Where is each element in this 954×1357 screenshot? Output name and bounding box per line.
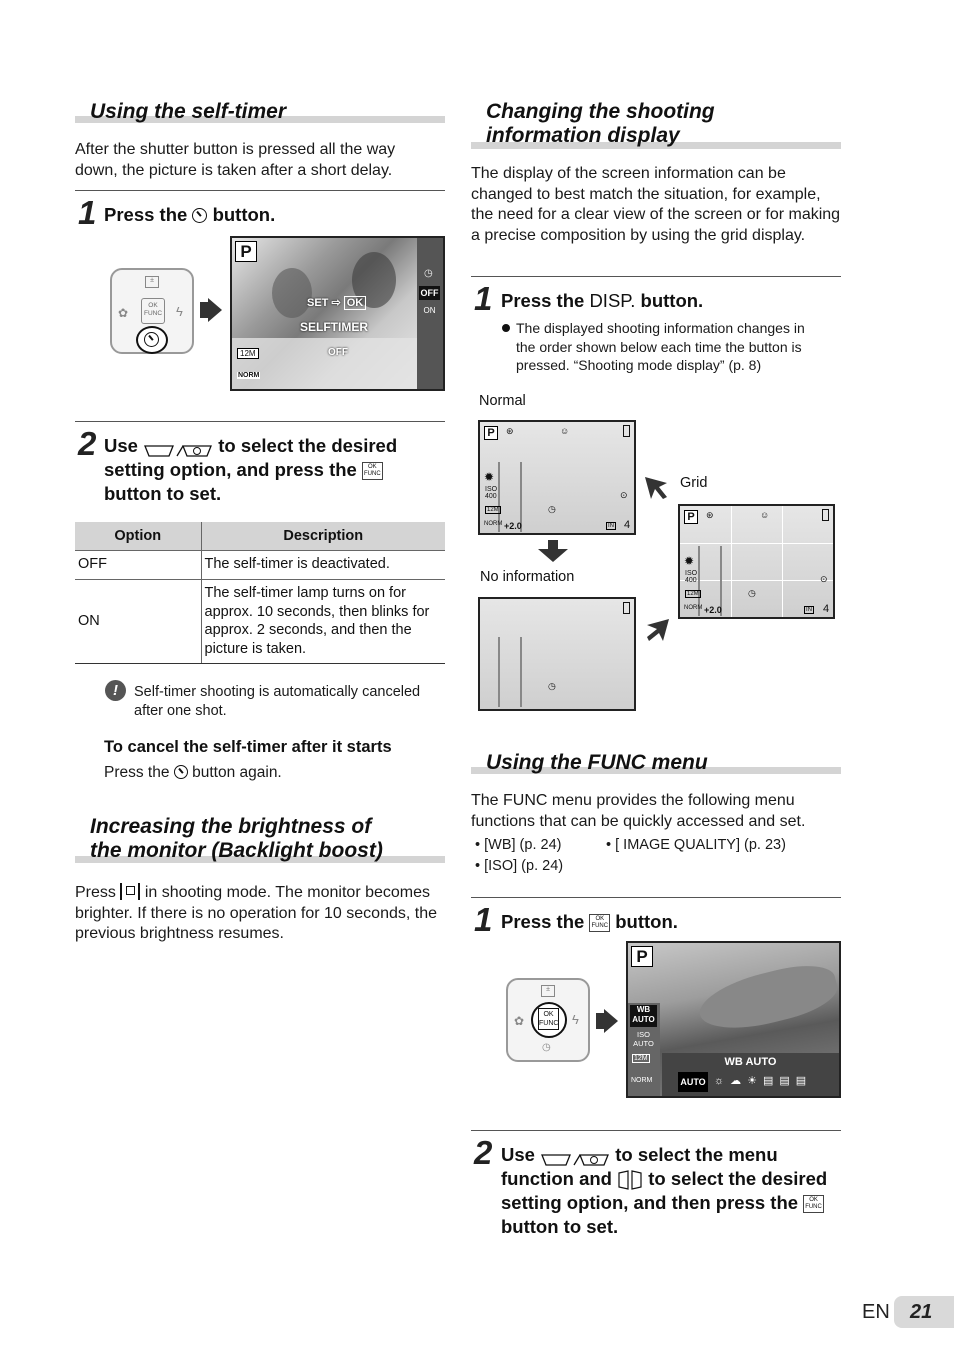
metering-icon: ⊙ [620, 490, 628, 500]
grid-line [680, 543, 833, 544]
self-timer-icon: ◷ [424, 268, 433, 279]
normal-display-screen [478, 420, 636, 535]
self-timer-intro: After the shutter button is pressed all the way down, the picture is taken after a short delay. [75, 141, 396, 179]
image-size-badge: 12M [237, 348, 259, 359]
exposure-comp-icon: ± [145, 276, 159, 288]
step-text-part: button. [212, 204, 276, 225]
options-table [75, 522, 445, 664]
section-title-display-line1: Changing the shooting [486, 100, 715, 123]
grid-line [782, 506, 783, 617]
label-no-information: No information [480, 569, 575, 585]
arrow-icon [645, 617, 671, 643]
display-bullet: The displayed shooting information changes in the order shown below each time the button is pressed. “Shooting mode display” (p. 8) [516, 320, 805, 373]
func-item: • [WB] (p. 24) [475, 837, 562, 853]
face-detect-icon: ☺ [760, 510, 770, 520]
table-cell-option: OFF [75, 550, 201, 579]
step-text-part: button. [615, 911, 678, 932]
ok-func-button-icon: OK FUNC [141, 298, 165, 324]
step-text-part: Use [501, 1144, 535, 1165]
memory-badge: IN [806, 607, 812, 613]
step-2-instruction [104, 434, 439, 506]
step-number: 1 [474, 280, 493, 317]
macro-icon: ✿ [514, 1014, 525, 1028]
photo-table [232, 338, 417, 391]
backlight-text [75, 883, 443, 945]
table-header-description: Description [201, 522, 445, 550]
mode-badge: P [235, 241, 257, 262]
control-pad-illustration [506, 978, 590, 1062]
step-number: 2 [474, 1134, 493, 1171]
selftimer-value: OFF [328, 347, 348, 358]
wb-option-auto: AUTO [678, 1072, 708, 1092]
page-number: 21 [894, 1296, 954, 1328]
step-number: 1 [474, 901, 493, 938]
step-text-part: button. [640, 290, 704, 311]
table-cell-description: The self-timer lamp turns on for approx. 10 seconds, then blinks for approx. 2 seconds, and then the picture is taken. [201, 579, 445, 663]
side-menu [417, 238, 443, 389]
face-detect-icon: ☺ [560, 426, 570, 436]
ev-value: +2.0 [504, 521, 522, 531]
shots-remaining: 4 [823, 603, 830, 615]
side-option-off: OFF [420, 288, 439, 298]
step-text-part: to select the menu function and [501, 1144, 778, 1189]
arrow-icon [604, 1009, 618, 1033]
section-title-display-line2: information display [486, 124, 680, 147]
table-row [75, 579, 445, 663]
wb-icon: ✹ [484, 470, 495, 484]
section-title-backlight-line2: the monitor (Backlight boost) [90, 839, 383, 862]
ok-func-button-icon: OK FUNC [803, 1195, 824, 1213]
text-part: button again. [192, 764, 282, 781]
func-item-iso: ISO AUTO [633, 1030, 654, 1048]
ok-func-button-icon: OK FUNC [538, 1008, 559, 1030]
metering-icon: ⊙ [820, 574, 828, 584]
self-timer-icon [144, 332, 159, 347]
step-text-part: Press the [501, 290, 585, 311]
photo-lifeguard-tower [498, 637, 522, 707]
func-item: • [ISO] (p. 24) [475, 858, 564, 874]
ok-func-button-icon: OK FUNC [362, 462, 383, 480]
text-part: Press the [104, 764, 170, 781]
flash-icon: ⊛ [706, 510, 714, 520]
selftimer-label: SELFTIMER [300, 320, 368, 334]
up-down-button-icon [143, 440, 213, 454]
step-2-func-instruction [501, 1143, 836, 1239]
table-cell-description: The self-timer is deactivated. [201, 550, 445, 579]
photo-dolphin [694, 957, 841, 1039]
highlighted-ok-func-button [531, 1002, 567, 1038]
func-camera-screen [626, 941, 841, 1098]
func-option-label: WB AUTO [724, 1056, 777, 1068]
table-header-option: Option [75, 522, 201, 550]
highlighted-self-timer-button [136, 326, 168, 354]
table-cell-option: ON [75, 579, 201, 663]
bullet-icon [502, 324, 510, 332]
disp-button-icon: DISP. [589, 290, 636, 311]
macro-icon: ✿ [118, 306, 129, 320]
section-title-self-timer: Using the self-timer [90, 100, 287, 123]
step-text-part: to select the desired setting option, and then press the [501, 1168, 828, 1213]
step-text-part: button to set. [104, 483, 222, 504]
caution-icon: ! [105, 680, 126, 701]
step-text-part: to select the desired setting option, and press the [104, 435, 398, 480]
divider [471, 897, 841, 898]
flash-icon: ⊛ [506, 426, 514, 436]
step-number: 1 [78, 194, 97, 231]
up-down-button-icon [540, 1149, 610, 1163]
label-normal: Normal [479, 393, 526, 409]
label-grid: Grid [680, 475, 708, 491]
section-title-func: Using the FUNC menu [486, 751, 708, 774]
step-1-display-instruction [501, 289, 703, 313]
text-part: Press [75, 884, 116, 901]
divider [75, 421, 445, 422]
func-item-text: [WB] (p. 24) [484, 837, 562, 853]
func-option-bar [662, 1053, 839, 1096]
func-item-text: [ISO] (p. 24) [484, 858, 564, 874]
size-badge: 12M [687, 591, 699, 597]
flash-icon: ϟ [572, 1012, 579, 1027]
step-1-instruction [104, 203, 434, 227]
table-row [75, 550, 445, 579]
caution-note: Self-timer shooting is automatically canceled after one shot. [134, 684, 421, 719]
self-timer-icon: ◷ [548, 681, 556, 691]
quality-badge: NORM [684, 605, 703, 611]
ok-label: OK [344, 296, 367, 310]
backlight-icon [120, 883, 140, 900]
language-label: EN [862, 1301, 890, 1323]
cancel-title: To cancel the self-timer after it starts [104, 738, 392, 756]
step-text-part: Press the [104, 204, 188, 225]
divider [471, 1130, 841, 1131]
ok-func-button-icon: OK FUNC [589, 914, 610, 932]
func-intro: The FUNC menu provides the following menu functions that can be quickly accessed and set. [471, 792, 806, 830]
self-timer-icon [192, 208, 207, 223]
step-1-func-instruction [501, 910, 678, 934]
quality-badge: NORM [484, 521, 503, 527]
photo-person [272, 268, 312, 318]
ev-value: +2.0 [704, 605, 722, 615]
control-pad-illustration [110, 268, 194, 354]
divider [75, 190, 445, 191]
mode-badge: P [484, 426, 498, 440]
quality-badge: NORM [238, 372, 260, 379]
func-item-quality: NORM [631, 1077, 653, 1084]
self-timer-camera-screen [230, 236, 445, 391]
arrow-icon [538, 540, 568, 562]
set-label: SET [307, 297, 329, 309]
mode-badge: P [684, 510, 698, 524]
arrow-icon [208, 298, 222, 322]
self-timer-icon [174, 765, 188, 779]
step-text-part: Use [104, 435, 138, 456]
func-side-menu [628, 1003, 660, 1096]
divider [471, 276, 841, 277]
shots-remaining: 4 [624, 519, 631, 531]
func-item-text: [ IMAGE QUALITY] (p. 23) [615, 837, 786, 853]
iso-badge: ISO 400 [685, 570, 698, 584]
size-badge: 12M [487, 507, 499, 513]
self-timer-icon: ◷ [748, 588, 756, 598]
battery-icon [822, 509, 829, 521]
self-timer-icon: ◷ [548, 504, 556, 514]
battery-icon [623, 602, 630, 614]
grid-display-screen [678, 504, 835, 619]
side-option-on: ON [423, 306, 436, 315]
mode-badge: P [631, 946, 653, 967]
grid-line [731, 506, 732, 617]
func-item-wb: WB AUTO [630, 1005, 657, 1027]
self-timer-icon: ◷ [542, 1042, 551, 1053]
step-text-part: button to set. [501, 1216, 619, 1237]
display-intro: The display of the screen information can be changed to best match the situation, for example, the need for a clear view of the screen or for making a precise composition by using the grid display. [471, 165, 841, 244]
arrow-icon [643, 475, 669, 501]
no-information-screen [478, 597, 636, 711]
memory-badge: IN [608, 523, 614, 529]
cancel-text [104, 763, 282, 784]
text-part: in shooting mode. The monitor becomes brighter. If there is no operation for 10 seconds, the previous brightness resumes. [75, 884, 437, 942]
step-text-part: Press the [501, 911, 585, 932]
step-number: 2 [78, 425, 97, 462]
wb-option-icons: ☼☁☀▤▤▤ [714, 1075, 813, 1087]
set-ok-hint: SET ⇨ OK [307, 296, 366, 309]
func-item: • [ IMAGE QUALITY] (p. 23) [606, 837, 786, 853]
iso-badge: ISO 400 [485, 486, 498, 500]
exposure-comp-icon: ± [541, 985, 555, 997]
section-title-backlight-line1: Increasing the brightness of [90, 815, 372, 838]
func-item-size: 12M [634, 1055, 648, 1062]
left-right-button-icon [617, 1170, 643, 1190]
flash-icon: ϟ [176, 304, 183, 319]
wb-icon: ✹ [684, 554, 695, 568]
battery-icon [623, 425, 630, 437]
